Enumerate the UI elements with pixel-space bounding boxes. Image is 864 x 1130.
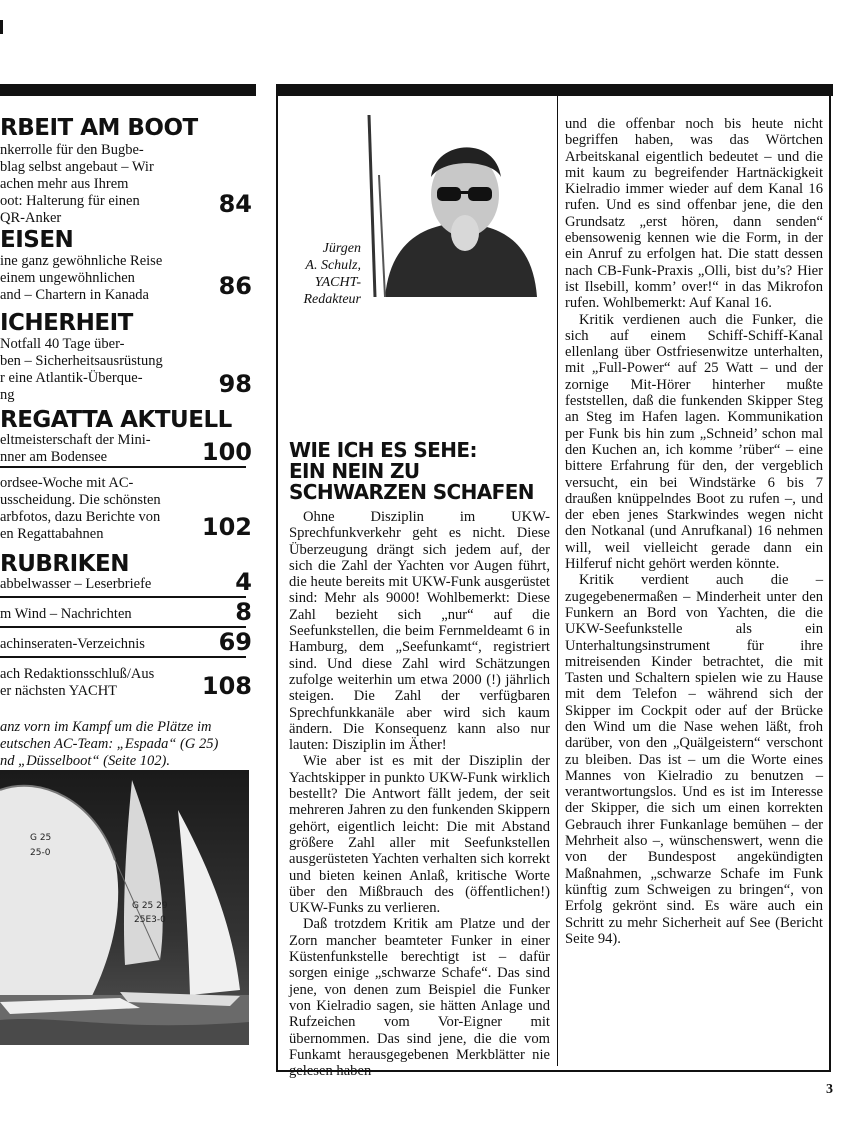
toc-entry-text: abbelwasser – Leserbriefe [0, 576, 152, 592]
toc-page-number: 102 [201, 513, 252, 541]
column-divider [557, 96, 558, 1066]
toc-page-number: 86 [218, 272, 252, 300]
toc-entry-text: Notfall 40 Tage über- ben – Sicherheitsausrüstung r eine Atlantik-Überque- ng [0, 336, 163, 403]
toc-entry-text: ach Redaktionsschluß/Aus er nächsten YACHT [0, 666, 155, 699]
toc-page-number: 4 [235, 568, 252, 596]
toc-divider [0, 626, 246, 628]
article-paragraph: und die offenbar noch bis heute nicht begriffen haben, was das Wörtchen Arbeitskanal eigentlich bedeutet – und die mit kaum zu begreifender Hartnäckigkeit Kielradio immer wieder auf dem Kanal 16 rufen. Und es sind offenbar jene, die den Grundsatz „erst hören, dann senden“ ebensowenig kennen wie die Form, in der ein Anruf zu erfolgen hat. Die statt dessen nach CB-Funk-Praxis „Olli, bist du’s? Hier ist Ilsebill, komm’ over!“ in das Mikrofon rufen. Wohlbemerkt: Auf Kanal 16. [565, 116, 823, 312]
toc-page-number: 69 [218, 628, 252, 656]
toc-page-number: 84 [218, 190, 252, 218]
section-heading: RUBRIKEN [0, 551, 129, 577]
sail-number-text: 25-0 [30, 848, 51, 858]
article-paragraph: Wie aber ist es mit der Disziplin der Yachtskipper in punkto UKW-Funk wirklich bestellt? Die Antwort fällt jedem, der seit mehreren Jahren zu den funkenden Skippern gehört, eigentlich leicht: Die mit Abstand größere Zahl aller mit Seefunkstellen ausgerüsteten Yachten verhalten sich korrekt und bieten keinen Anlaß, kritische Worte über den Mißbrauch des (öffentlichen!) UKW-Funks zu verlieren. [289, 753, 550, 917]
toc-page-number: 8 [235, 598, 252, 626]
article-paragraph: Ohne Disziplin im UKW-Sprechfunkverkehr geht es nicht. Diese Überzeugung drängt sich jedem auf, der sich die Zahl der Yachten vor Augen führt, die heute bereits mit UKW-Funk ausgerüstet sind: Mehr als 9000! Wohlbemerkt: Diese Zahl bezieht sich „nur“ auf die Seefunkstellen, die beim Fernmeldeamt 6 in Hamburg, dem „Seefunkamt“, registriert sind. Und diese Zahl wird Schätzungen zufolge weiterhin um etwa 2000 (!) jährlich steigen. Die Zahl der verfügbaren Sprechfunkkanäle aber wird sich kaum ändern. Die Konsequenz kann also nur lauten: Disziplin im Äther! [289, 509, 550, 754]
toc-divider [0, 466, 246, 468]
sail-number-text: 25E3-0 [134, 915, 166, 925]
section-heading: ICHERHEIT [0, 310, 133, 336]
toc-divider [0, 596, 246, 598]
top-rule-left [0, 84, 256, 96]
article-column-1 [289, 509, 550, 1080]
sail-number-text: G 25 29 [132, 901, 168, 911]
sailing-regatta-photo [0, 770, 249, 1045]
page-number: 3 [826, 1082, 833, 1097]
photo-caption: anz vorn im Kampf um die Plätze im eutschen AC-Team: „Espada“ (G 25) nd „Düsselboot“ (Seite 102). [0, 719, 219, 769]
section-heading: RBEIT AM BOOT [0, 115, 198, 141]
headline-title: EIN NEIN ZU SCHWARZEN SCHAFEN [289, 459, 534, 504]
article-paragraph: Kritik verdienen auch die Funker, die sich auf einem Schiff-Schiff-Kanal ellenlang über Ostfriesenwitze unterhalten, mit „Full-Power“ auf 25 Watt – und der zornige Mit-Hörer hinterher mußte feststellen, daß die funkenden Skipper Steg an Steg im Hafen lagen. Kommunikation per Funk bis hin zum „Schneid’ schon mal den Kuchen an, ich komme ’rüber“ – eine bittere Erfahrung für den, der vergeblich versucht, ein bei Windstärke 6 bis 7 draußen knüppelndes Boot zu rufen –, und der eben jenes Starkwindes wegen nicht den Notkanal (und Anrufkanal) 16 nehmen will, weil vielleicht gerade dann ein Hilferuf nicht gehört werden könnte. [565, 311, 823, 573]
toc-entry-text: ordsee-Woche mit AC- usscheidung. Die schönsten arbfotos, dazu Berichte von en Regattabahnen [0, 475, 161, 542]
toc-entry-text: m Wind – Nachrichten [0, 606, 132, 622]
article-paragraph: Daß trotzdem Kritik am Platze und der Zorn mancher beamteter Funker in einer Küstenfunkstelle berechtigt ist – dafür sorgen einige „schwarze Schafe“. Das sind jene, von denen zum Beispiel die Funker von Kielradio sagen, sie hätten Anlage und Rufzeichen vom Vor-Eigner mit übernommen. Das sind jene, die die vom Funkamt herausgegebenen Merkblätter nie gelesen haben [289, 916, 550, 1080]
toc-entry-text: achinseraten-Verzeichnis [0, 636, 145, 652]
author-caption: Jürgen A. Schulz, YACHT- Redakteur [303, 241, 361, 307]
toc-page-number: 98 [218, 370, 252, 398]
corner-mark [0, 20, 3, 34]
toc-entry-text: ine ganz gewöhnliche Reise einem ungewöhnlichen and – Chartern in Kanada [0, 253, 163, 303]
toc-page-number: 100 [201, 438, 252, 466]
section-heading: REGATTA AKTUELL [0, 407, 232, 433]
sailboats-illustration [0, 770, 249, 1045]
article-paragraph: Kritik verdient auch die – zugegebenermaßen – Minderheit unter den Funkern an Bord von Yachten, die die UKW-Seefunkstelle als ein Unterhaltungsinstrument für ihre mitreisenden Kinder betrachtet, die mit Tasten und Schaltern spielen wie zu Hause mit dem Telefon – während sich der Skipper im Cockpit oder auf der Brücke den Wind um die Nase wehen läßt, froh darüber, von den „Quälgeistern“ verschont zu bleiben. Das ist – um die Worte eines Mannes von Kielradio zu benutzen – verantwortungslos. Und es ist im Interesse der Skipper, die sich um einen korrekten Gebrauch ihrer Funkanlage bemühen – der Mehrheit also –, wünschenswert, wenn die von der Bundespost angekündigten Maßnahmen, „schwarze Schafe im Funk künftig zum Schweigen zu bringen“, von Erfolg gekrönt sind. Es wäre auch ein Schritt zu mehr Sicherheit auf See (Bericht Seite 94). [565, 572, 823, 947]
author-portrait-photo [365, 115, 550, 297]
headline-kicker: WIE ICH ES SEHE: [289, 438, 477, 462]
toc-page-number: 108 [201, 672, 252, 700]
toc-divider [0, 656, 246, 658]
sail-number-text: G 25 [30, 833, 52, 843]
section-heading: EISEN [0, 227, 74, 253]
top-rule-right [276, 84, 833, 96]
toc-entry-text: eltmeisterschaft der Mini- nner am Bodensee [0, 432, 151, 465]
article-column-2 [565, 116, 823, 947]
toc-entry-text: nkerrolle für den Bugbe- blag selbst angebaut – Wir achen mehr aus Ihrem oot: Halterung für einen QR-Anker [0, 142, 154, 226]
